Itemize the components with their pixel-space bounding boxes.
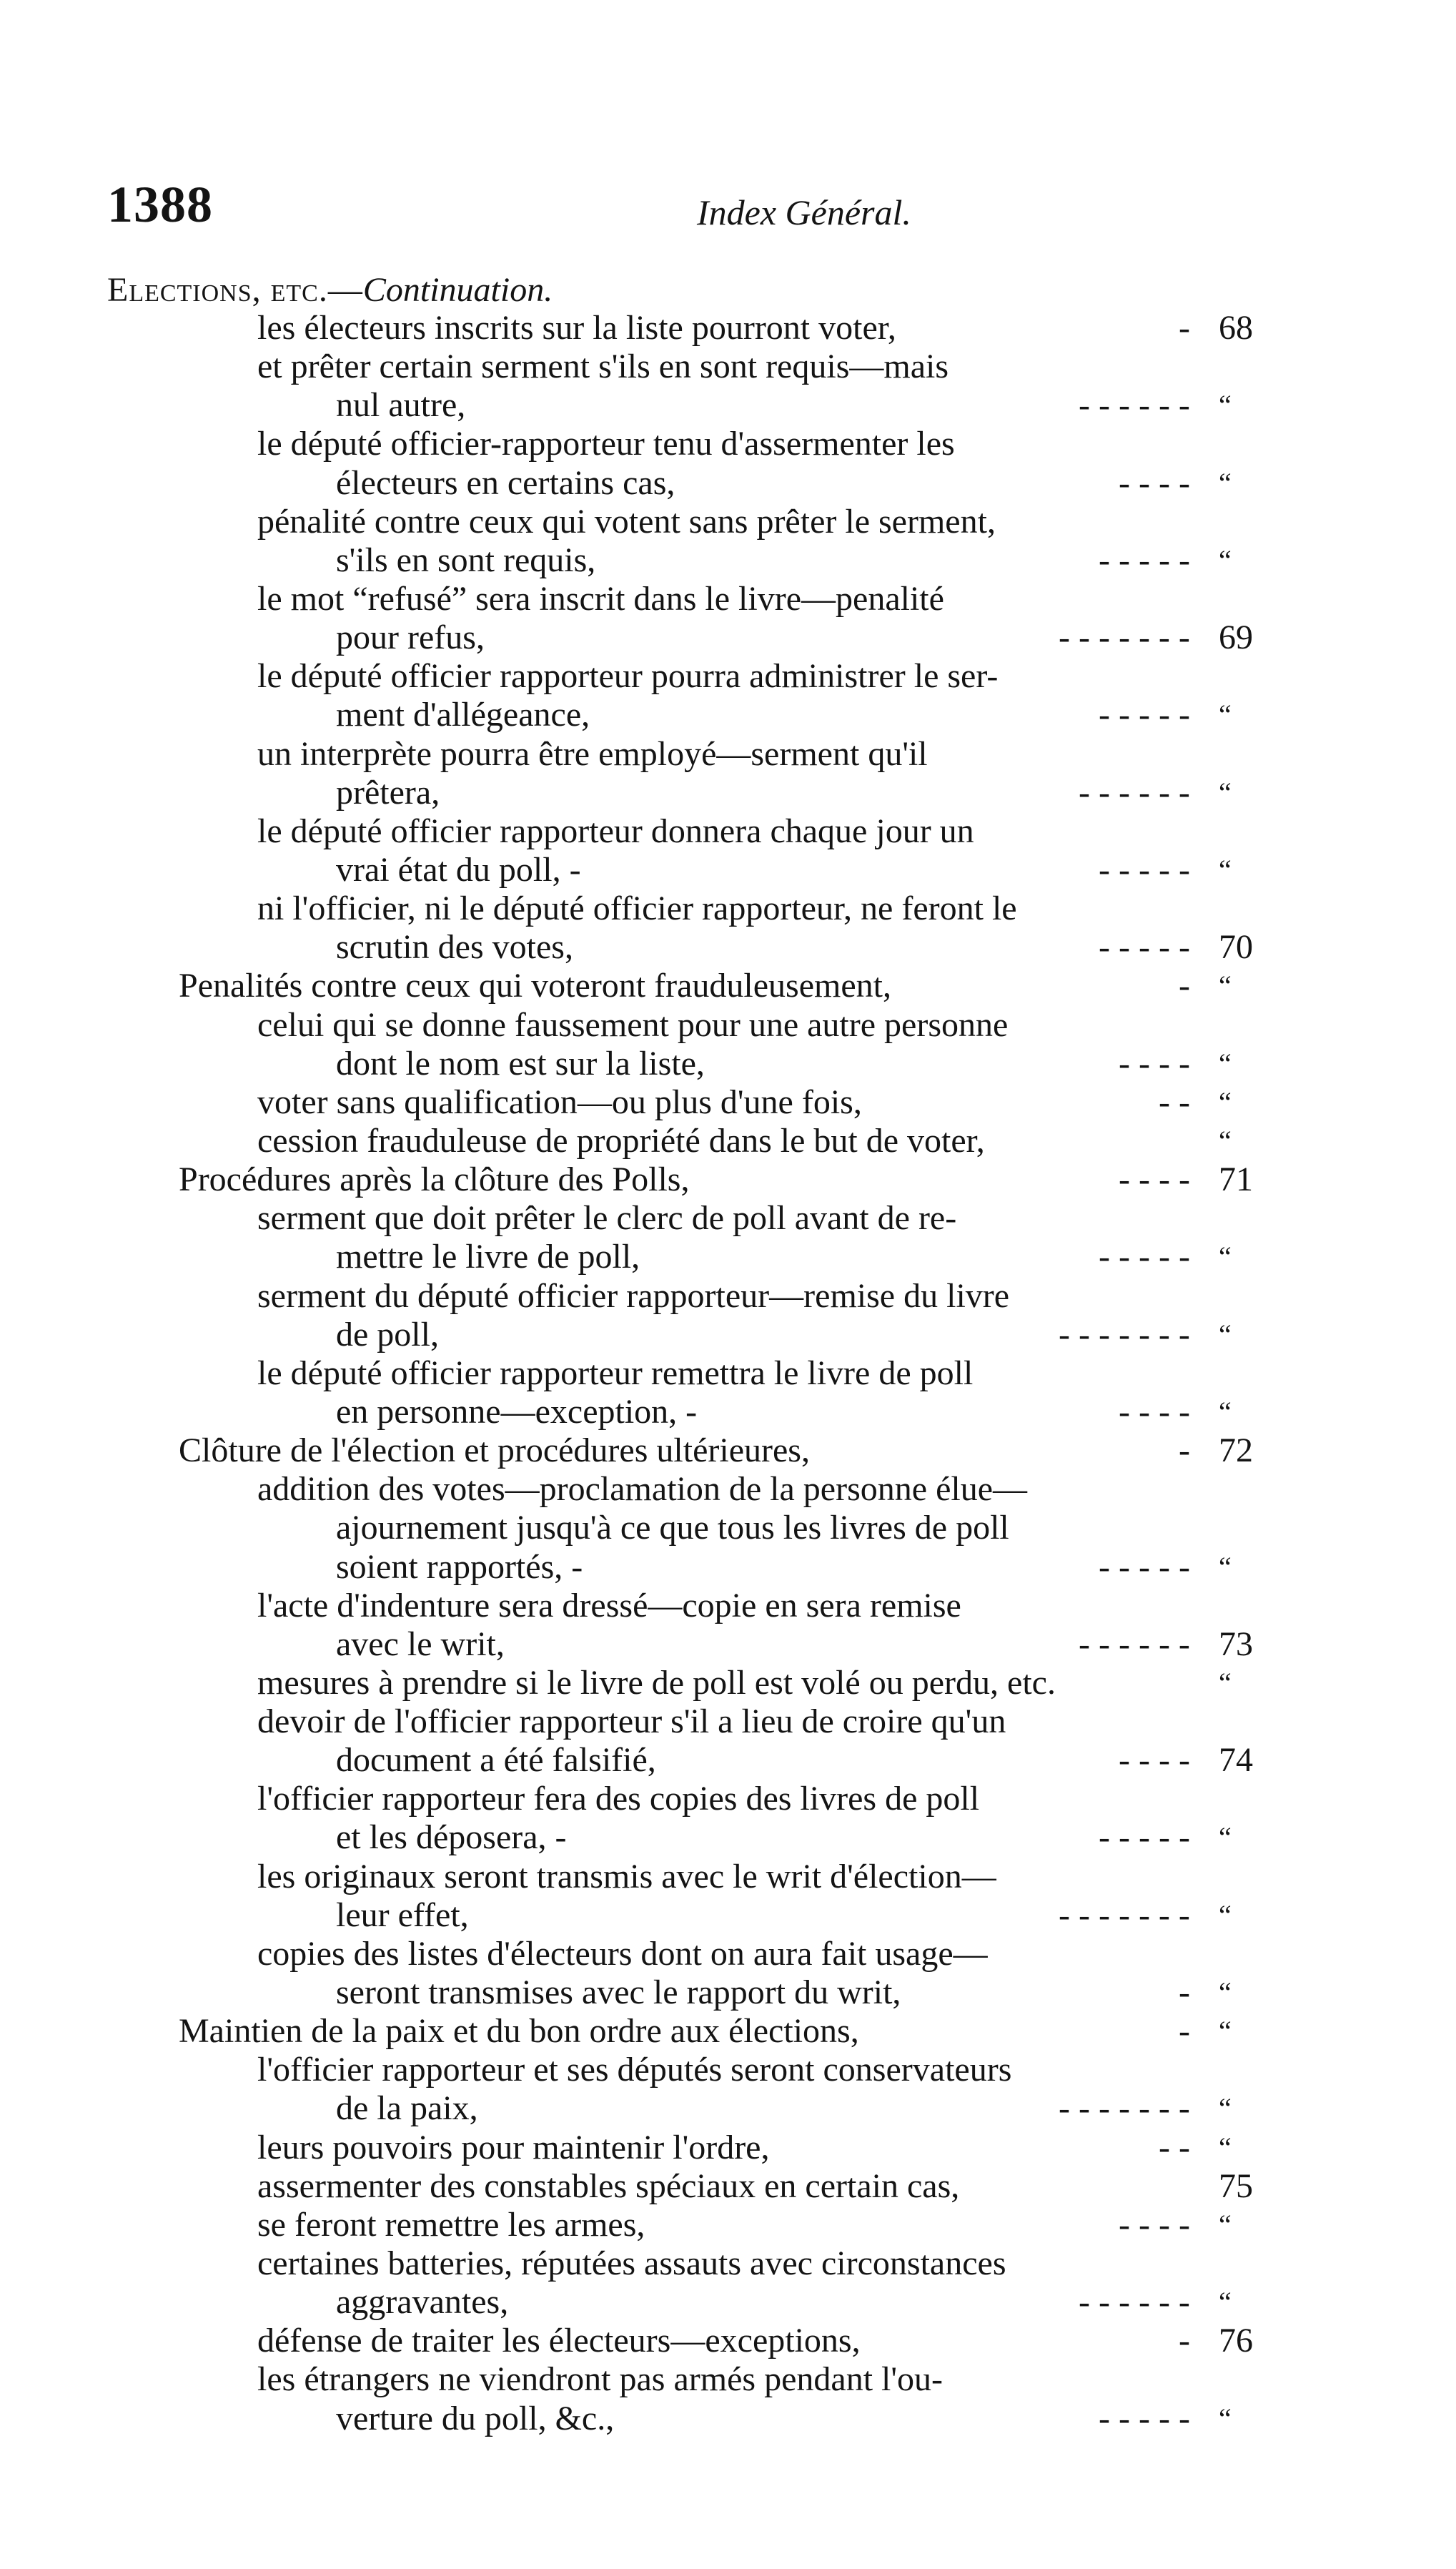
leader-dashes: - - <box>1159 2128 1190 2166</box>
entry-text: ment d'allégeance, <box>336 696 590 734</box>
index-entry-line <box>0 2400 1456 2438</box>
leader-dashes: - - <box>1159 1083 1190 1121</box>
index-entry-line <box>0 1509 1456 1547</box>
leader-dashes: - - - - - - - <box>1059 1315 1190 1353</box>
index-entry-line <box>0 2129 1456 2167</box>
entry-text: l'officier rapporteur fera des copies des livres de poll <box>257 1780 980 1818</box>
index-entry-line <box>0 657 1456 696</box>
entry-text: addition des votes—proclamation de la personne élue— <box>257 1470 1028 1509</box>
entry-text: aggravantes, <box>336 2283 509 2322</box>
section-reference: 73 <box>1219 1624 1253 1663</box>
section-continuation: Continuation. <box>362 271 553 309</box>
entry-text: l'officier rapporteur et ses députés seront conservateurs <box>257 2051 1012 2089</box>
entry-text: voter sans qualification—ou plus d'une fois, <box>257 1083 862 1121</box>
index-entry-line <box>0 2322 1456 2360</box>
index-entry-line <box>0 347 1456 386</box>
index-entry-line <box>0 1199 1456 1238</box>
index-entry-line <box>0 1818 1456 1857</box>
index-entry-line <box>0 580 1456 618</box>
leader-dashes: - - - - - <box>1099 696 1190 734</box>
index-entry-line <box>0 1354 1456 1393</box>
ditto-mark: “ <box>1219 1898 1232 1931</box>
index-entry-line <box>0 1973 1456 2012</box>
index-entry-line <box>0 425 1456 463</box>
entry-text: vrai état du poll, - <box>336 850 581 889</box>
ditto-mark: “ <box>1219 2092 1232 2125</box>
entry-text: Procédures après la clôture des Polls, <box>179 1160 690 1199</box>
entry-text: de poll, <box>336 1315 439 1353</box>
entry-text: défense de traiter les électeurs—exceptions, <box>257 2322 861 2360</box>
ditto-mark: “ <box>1219 1241 1232 1273</box>
entry-text: les originaux seront transmis avec le writ d'élection— <box>257 1857 996 1895</box>
section-heading <box>107 270 553 310</box>
entry-text: un interprète pourra être employé—serment qu'il <box>257 734 928 773</box>
ditto-mark: “ <box>1219 1976 1232 2009</box>
entry-text: Clôture de l'élection et procédures ultérieures, <box>179 1431 810 1470</box>
index-entry-line <box>0 1238 1456 1276</box>
entry-text: et prêter certain serment s'ils en sont requis—mais <box>257 347 949 386</box>
index-entry-line <box>0 309 1456 347</box>
ditto-mark: “ <box>1219 776 1232 809</box>
entry-text: le député officier rapporteur pourra administrer le ser- <box>257 657 999 696</box>
leader-dashes: - - - - <box>1119 1160 1190 1199</box>
leader-dashes: - <box>1179 2012 1190 2051</box>
section-reference: 72 <box>1219 1431 1253 1470</box>
ditto-mark: “ <box>1219 2402 1232 2435</box>
leader-dashes: - - - - - - <box>1079 1624 1190 1663</box>
leader-dashes: - <box>1179 967 1190 1005</box>
index-entry-line <box>0 1431 1456 1470</box>
ditto-mark: “ <box>1219 1395 1232 1428</box>
index-entry-line <box>0 2283 1456 2322</box>
index-entry-line <box>0 889 1456 928</box>
index-entry-line <box>0 618 1456 657</box>
entry-text: Maintien de la paix et du bon ordre aux élections, <box>179 2012 859 2051</box>
index-entry-line <box>0 1083 1456 1122</box>
leader-dashes: - - - - <box>1119 1741 1190 1780</box>
ditto-mark: “ <box>1219 2286 1232 2319</box>
entry-text: le mot “refusé” sera inscrit dans le livre—penalité <box>257 579 944 618</box>
leader-dashes: - - - - - - <box>1079 2283 1190 2322</box>
entry-text: verture du poll, &c., <box>336 2399 615 2437</box>
entry-text: ajournement jusqu'à ce que tous les livres de poll <box>336 1509 1009 1547</box>
entry-text: avec le writ, <box>336 1624 505 1663</box>
leader-dashes: - <box>1179 1973 1190 2012</box>
section-reference: 68 <box>1219 309 1253 347</box>
leader-dashes: - - - - - - <box>1079 773 1190 812</box>
running-title: Index Général. <box>697 192 911 232</box>
entry-text: soient rapportés, - <box>336 1547 583 1586</box>
index-entry-line <box>0 1548 1456 1587</box>
index-entry-line <box>0 1858 1456 1896</box>
entry-text: seront transmises avec le rapport du writ, <box>336 1973 901 2012</box>
leader-dashes: - - - - <box>1119 2205 1190 2244</box>
index-entry-line <box>0 2360 1456 2399</box>
entry-text: électeurs en certains cas, <box>336 463 675 502</box>
leader-dashes: - - - - - <box>1099 928 1190 967</box>
index-entry-line <box>0 464 1456 503</box>
entry-text: l'acte d'indenture sera dressé—copie en sera remise <box>257 1586 961 1624</box>
entry-text: ni l'officier, ni le député officier rapporteur, ne feront le <box>257 889 1017 928</box>
index-entry-line <box>0 696 1456 734</box>
ditto-mark: “ <box>1219 2015 1232 2048</box>
ditto-mark: “ <box>1219 1550 1232 1583</box>
entry-text: certaines batteries, réputées assauts avec circonstances <box>257 2244 1006 2283</box>
leader-dashes: - <box>1179 309 1190 347</box>
entry-text: mettre le livre de poll, <box>336 1238 640 1276</box>
index-entry-line <box>0 2244 1456 2283</box>
ditto-mark: “ <box>1219 1318 1232 1351</box>
entry-text: document a été falsifié, <box>336 1741 656 1780</box>
index-entry-line <box>0 503 1456 541</box>
entry-text: nul autre, <box>336 386 466 425</box>
entry-text: en personne—exception, - <box>336 1392 698 1431</box>
index-entry-line <box>0 1470 1456 1509</box>
ditto-mark: “ <box>1219 466 1232 499</box>
leader-dashes: - - - - <box>1119 1392 1190 1431</box>
ditto-mark: “ <box>1219 543 1232 576</box>
index-entry-line <box>0 1122 1456 1160</box>
entry-text: pour refus, <box>336 618 485 657</box>
ditto-mark: “ <box>1219 1085 1232 1118</box>
ditto-mark: “ <box>1219 1047 1232 1080</box>
index-entry-line <box>0 1587 1456 1625</box>
entry-text: Penalités contre ceux qui voteront frauduleusement, <box>179 967 892 1005</box>
index-entry-line <box>0 386 1456 425</box>
index-entry-line <box>0 735 1456 774</box>
section-reference: 71 <box>1219 1160 1253 1199</box>
ditto-mark: “ <box>1219 853 1232 886</box>
entry-text: celui qui se donne faussement pour une autre personne <box>257 1005 1009 1044</box>
entry-text: le député officier rapporteur remettra le livre de poll <box>257 1353 974 1392</box>
entry-text: leurs pouvoirs pour maintenir l'ordre, <box>257 2128 770 2166</box>
index-entry-line <box>0 1896 1456 1935</box>
section-reference: 74 <box>1219 1741 1253 1780</box>
leader-dashes: - - - - <box>1119 1044 1190 1083</box>
entry-text: dont le nom est sur la liste, <box>336 1044 705 1083</box>
ditto-mark: “ <box>1219 389 1232 422</box>
ditto-mark: “ <box>1219 699 1232 731</box>
index-entry-line <box>0 967 1456 1005</box>
entry-text: et les déposera, - <box>336 1818 567 1857</box>
index-entries <box>0 309 1456 2438</box>
index-entry-line <box>0 541 1456 580</box>
index-entry-line <box>0 2089 1456 2128</box>
index-entry-line <box>0 1625 1456 1664</box>
entry-text: le député officier-rapporteur tenu d'assermenter les <box>257 425 955 463</box>
leader-dashes: - - - - - - <box>1079 386 1190 425</box>
index-entry-line <box>0 1780 1456 1818</box>
index-entry-line <box>0 1741 1456 1780</box>
leader-dashes: - - - - - <box>1099 1818 1190 1857</box>
ditto-mark: “ <box>1219 2131 1232 2164</box>
index-entry-line <box>0 1393 1456 1431</box>
ditto-mark: “ <box>1219 1124 1232 1157</box>
section-reference: 75 <box>1219 2166 1253 2205</box>
entry-text: serment du député officier rapporteur—remise du livre <box>257 1276 1010 1315</box>
entry-text: prêtera, <box>336 773 440 812</box>
entry-text: cession frauduleuse de propriété dans le but de voter, <box>257 1121 985 1160</box>
ditto-mark: “ <box>1219 1666 1232 1699</box>
index-entry-line <box>0 1006 1456 1045</box>
leader-dashes: - <box>1179 2322 1190 2360</box>
index-entry-line <box>0 1277 1456 1316</box>
entry-text: de la paix, <box>336 2089 478 2128</box>
index-entry-line <box>0 1702 1456 1741</box>
entry-text: copies des listes d'électeurs dont on aura fait usage— <box>257 1934 988 1973</box>
index-entry-line <box>0 1664 1456 1702</box>
leader-dashes: - <box>1179 1431 1190 1470</box>
index-entry-line <box>0 2051 1456 2089</box>
leader-dashes: - - - - - <box>1099 1238 1190 1276</box>
ditto-mark: “ <box>1219 970 1232 1002</box>
leader-dashes: - - - - - <box>1099 541 1190 579</box>
leader-dashes: - - - - - - - <box>1059 618 1190 657</box>
entry-text: mesures à prendre si le livre de poll est volé ou perdu, etc. <box>257 1663 1056 1702</box>
index-entry-line <box>0 2167 1456 2206</box>
leader-dashes: - - - - - - - <box>1059 1895 1190 1934</box>
leader-dashes: - - - - - - - <box>1059 2089 1190 2128</box>
entry-text: scrutin des votes, <box>336 928 573 967</box>
section-reference: 76 <box>1219 2322 1253 2360</box>
entry-text: s'ils en sont requis, <box>336 541 596 579</box>
entry-text: les électeurs inscrits sur la liste pourront voter, <box>257 309 896 347</box>
index-entry-line <box>0 1045 1456 1083</box>
ditto-mark: “ <box>1219 1821 1232 1854</box>
index-entry-line <box>0 2206 1456 2244</box>
section-reference: 69 <box>1219 618 1253 657</box>
index-entry-line <box>0 1316 1456 1354</box>
section-reference: 70 <box>1219 928 1253 967</box>
index-entry-line <box>0 774 1456 812</box>
leader-dashes: - - - - <box>1119 463 1190 502</box>
leader-dashes: - - - - - <box>1099 850 1190 889</box>
entry-text: leur effet, <box>336 1895 469 1934</box>
index-entry-line <box>0 2012 1456 2051</box>
page-number: 1388 <box>107 176 213 233</box>
ditto-mark: “ <box>1219 2208 1232 2241</box>
entry-text: se feront remettre les armes, <box>257 2205 645 2244</box>
index-entry-line <box>0 1935 1456 1973</box>
leader-dashes: - - - - - <box>1099 1547 1190 1586</box>
leader-dashes: - - - - - <box>1099 2399 1190 2437</box>
index-entry-line <box>0 1160 1456 1199</box>
entry-text: assermenter des constables spéciaux en certain cas, <box>257 2166 960 2205</box>
section-title: Elections, etc.— <box>107 271 363 309</box>
entry-text: pénalité contre ceux qui votent sans prêter le serment, <box>257 502 996 541</box>
entry-text: devoir de l'officier rapporteur s'il a lieu de croire qu'un <box>257 1702 1006 1741</box>
index-entry-line <box>0 812 1456 851</box>
entry-text: serment que doit prêter le clerc de poll avant de re- <box>257 1199 957 1238</box>
index-entry-line <box>0 851 1456 889</box>
entry-text: le député officier rapporteur donnera chaque jour un <box>257 812 974 850</box>
entry-text: les étrangers ne viendront pas armés pendant l'ou- <box>257 2360 943 2399</box>
index-entry-line <box>0 928 1456 967</box>
